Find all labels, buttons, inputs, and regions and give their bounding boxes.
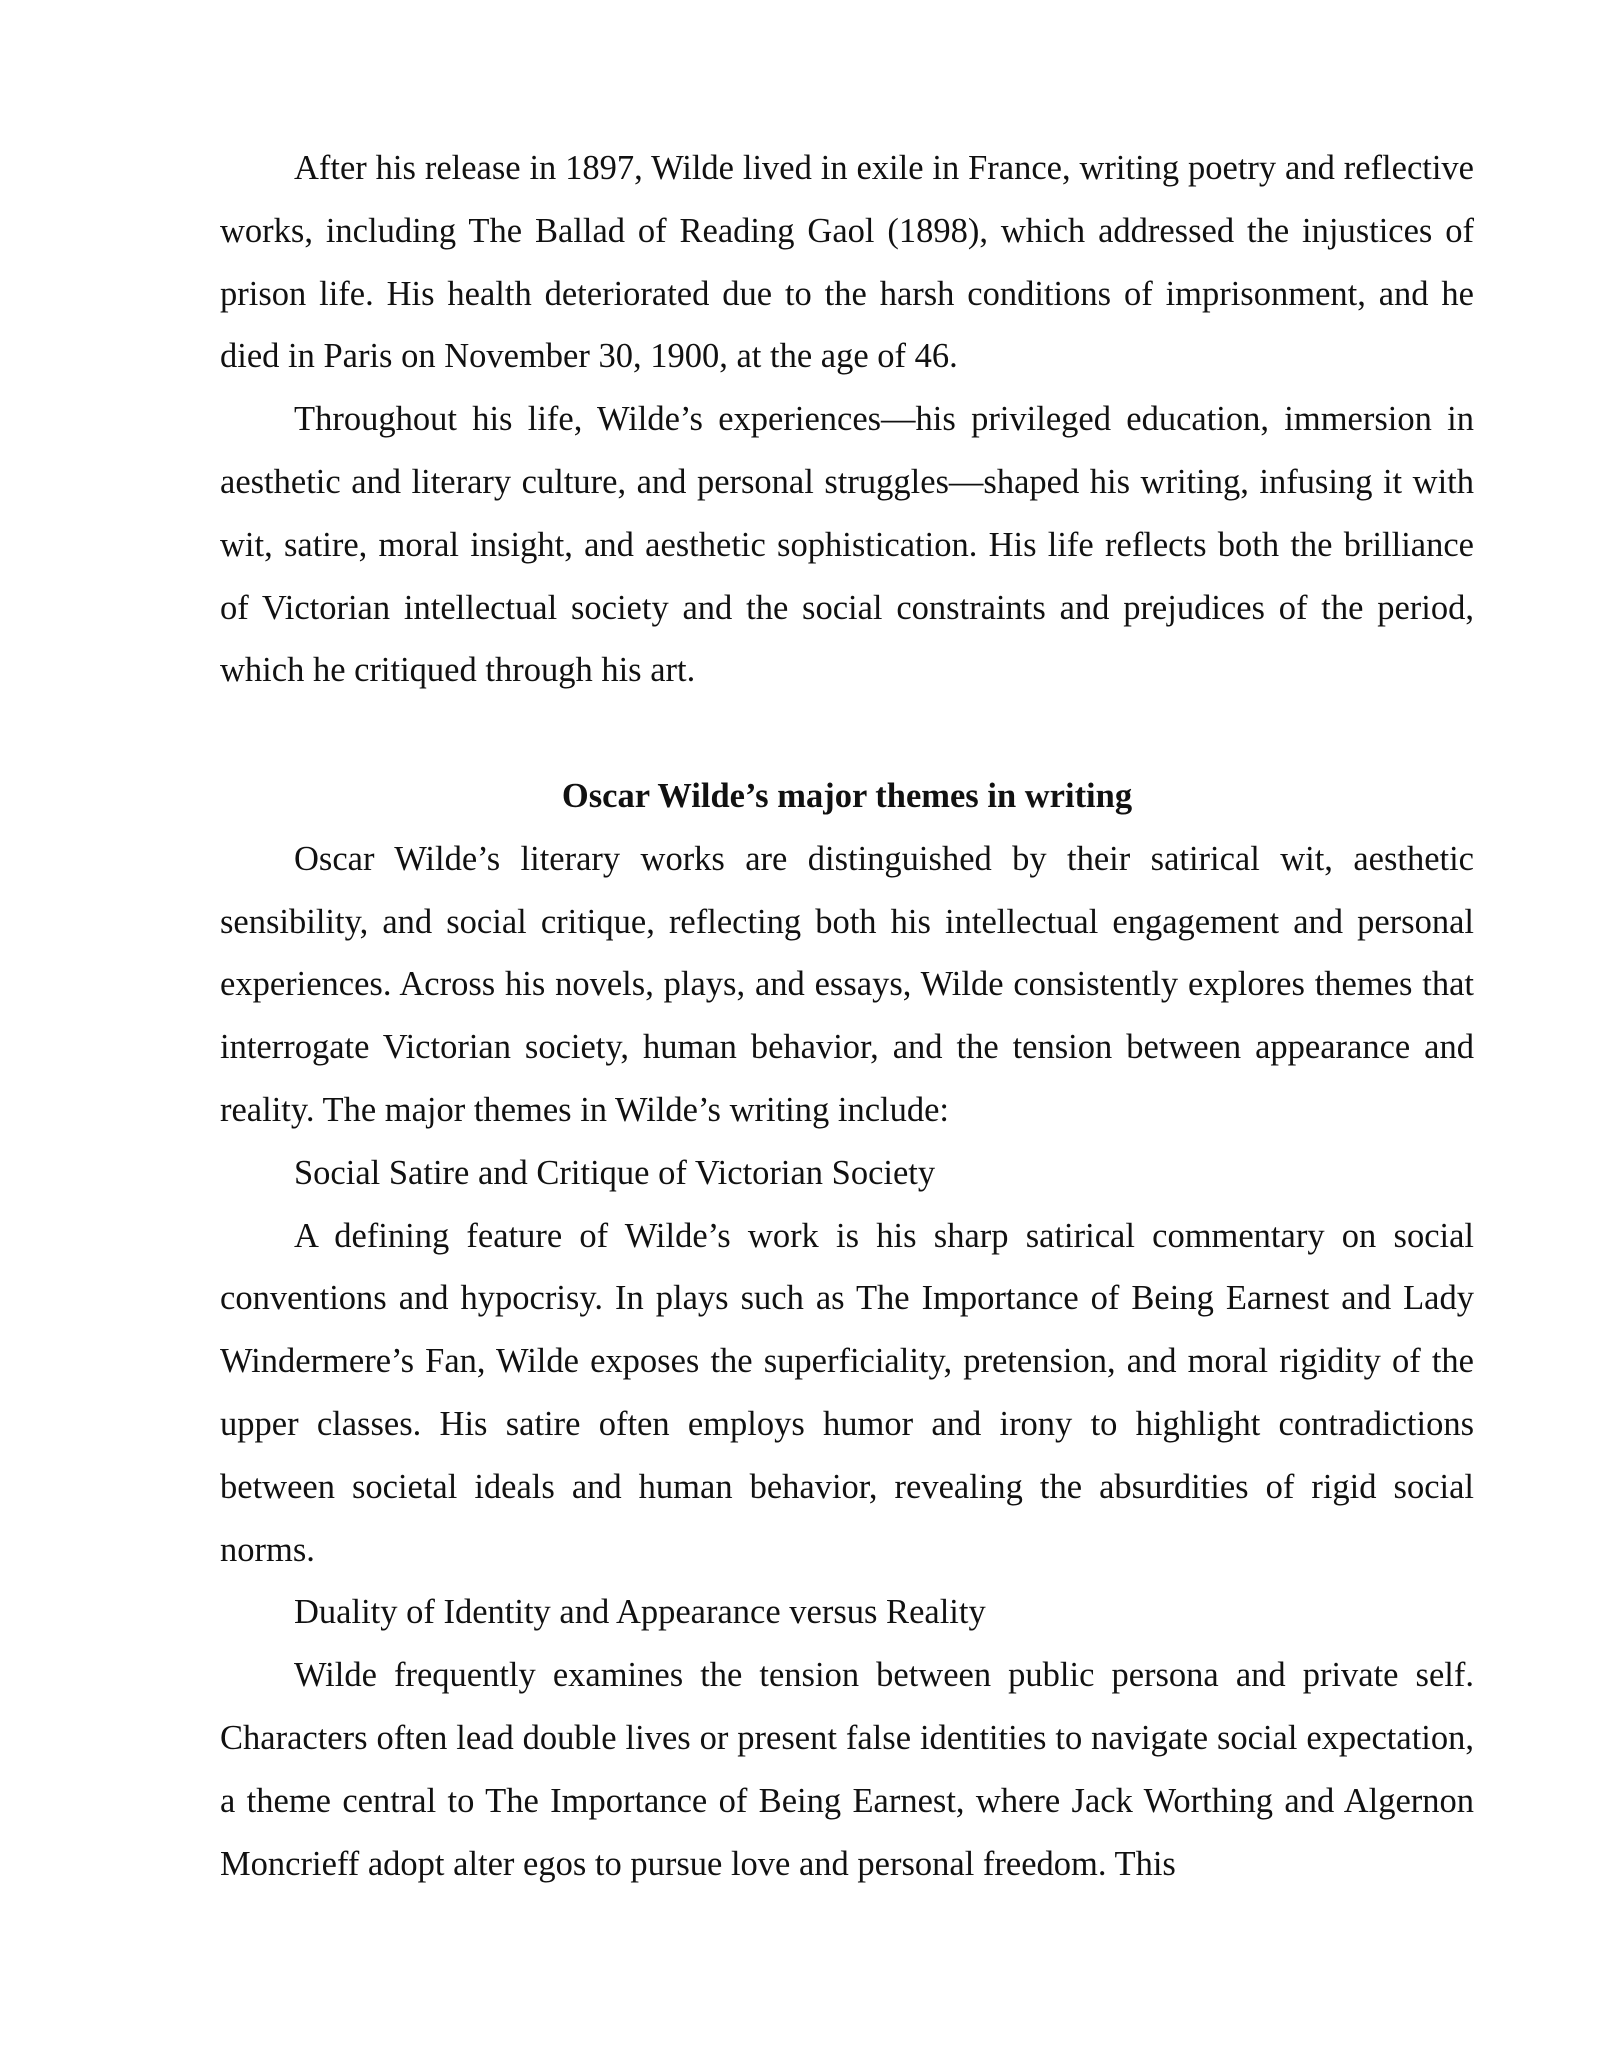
section-spacer — [220, 702, 1474, 765]
paragraph-exile: After his release in 1897, Wilde lived in exile in France, writing poetry and reflective works, including The Ballad of Reading Gaol (1898), which addressed the injustices of prison life. His health deteriorated due to the harsh conditions of imprisonment, and he died in Paris on November 30, 1900, at the age of 46. — [220, 149, 1474, 376]
theme-title-duality: Duality of Identity and Appearance versus Reality — [294, 1593, 986, 1632]
document-body — [220, 137, 1474, 1895]
theme-title-social-satire: Social Satire and Critique of Victorian Society — [294, 1153, 936, 1192]
section-heading: Oscar Wilde’s major themes in writing — [561, 776, 1133, 815]
paragraph-throughout-life: Throughout his life, Wilde’s experiences—his privileged education, immersion in aesthetic and literary culture, and personal struggles—shaped his writing, infusing it with wit, satire, moral insight, and aesthetic sophistication. His life reflects both the brilliance of Victorian intellectual society and the social constraints and prejudices of the period, which he critiqued through his art. — [220, 400, 1474, 690]
paragraph-social-satire: A defining feature of Wilde’s work is his sharp satirical commentary on social conventions and hypocrisy. In plays such as The Importance of Being Earnest and Lady Windermere’s Fan, Wilde exposes the superficiality, pretension, and moral rigidity of the upper classes. His satire often employs humor and irony to highlight contradictions between societal ideals and human behavior, revealing the absurdities of rigid social norms. — [220, 1216, 1474, 1569]
paragraph-themes-intro: Oscar Wilde’s literary works are distinguished by their satirical wit, aesthetic sensibility, and social critique, reflecting both his intellectual engagement and personal experiences. Across his novels, plays, and essays, Wilde consistently explores themes that interrogate Victorian society, human behavior, and the tension between appearance and reality. The major themes in Wilde’s writing include: — [220, 839, 1474, 1129]
paragraph-duality: Wilde frequently examines the tension between public persona and private self. Characters often lead double lives or present false identities to navigate social expectation, a theme central to The Importance of Being Earnest, where Jack Worthing and Algernon Moncrieff adopt alter egos to pursue love and personal freedom. This — [220, 1656, 1474, 1883]
